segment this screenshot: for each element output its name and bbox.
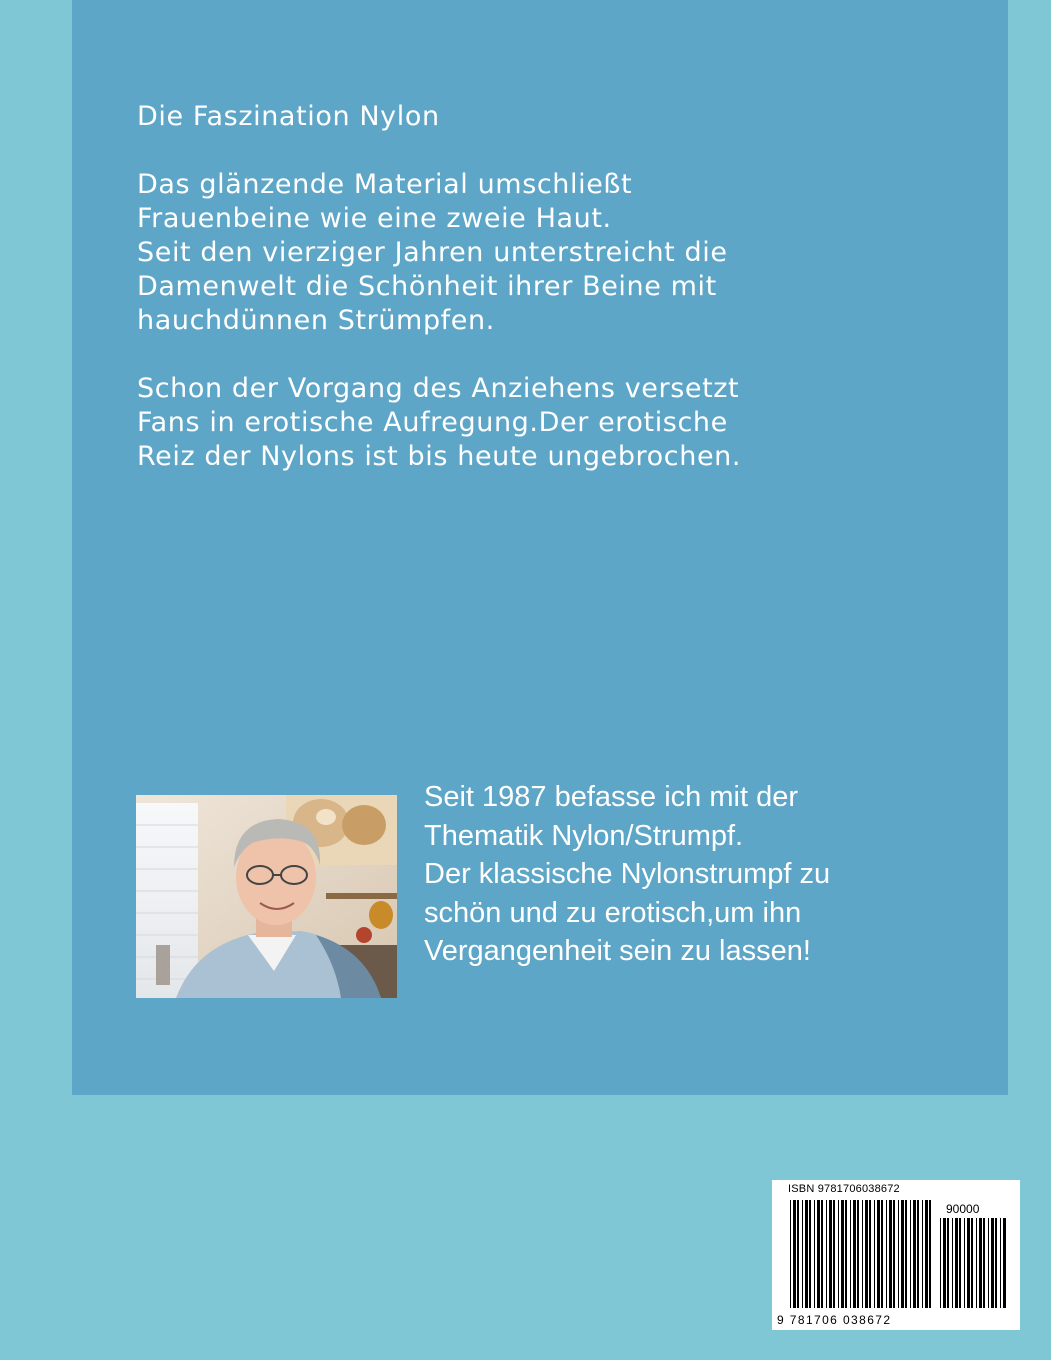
author-bio-line: Thematik Nylon/Strumpf. xyxy=(424,819,744,852)
blurb-line: Damenwelt die Schönheit ihrer Beine mit xyxy=(137,271,717,302)
blurb-line: Fans in erotische Aufregung.Der erotische xyxy=(137,407,728,438)
author-bio-line: Seit 1987 befasse ich mit der xyxy=(424,781,798,813)
author-bio-line: schön und zu erotisch,um ihn xyxy=(424,896,802,929)
book-title: Die Faszination Nylon xyxy=(137,101,440,132)
barcode-addon-digits: 90000 xyxy=(946,1202,980,1216)
author-bio xyxy=(424,778,984,971)
barcode-icon xyxy=(772,1180,1020,1330)
blurb-line: Reiz der Nylons ist bis heute ungebrochen. xyxy=(137,441,742,472)
blurb-line: Frauenbeine wie eine zweie Haut. xyxy=(137,203,612,234)
author-photo xyxy=(136,795,397,998)
author-bio-line: Der klassische Nylonstrumpf zu xyxy=(424,858,831,890)
author-bio-line: Vergangenheit sein zu lassen! xyxy=(424,935,811,967)
blurb-line: Schon der Vorgang des Anziehens versetzt xyxy=(137,373,740,404)
blurb-line: Seit den vierziger Jahren unterstreicht die xyxy=(137,237,728,268)
blurb-line: hauchdünnen Strümpfen. xyxy=(137,305,495,336)
barcode-area xyxy=(772,1180,1020,1330)
isbn-label: ISBN 9781706038672 xyxy=(788,1183,900,1195)
barcode-digits: 9 781706 038672 xyxy=(777,1313,892,1327)
blurb-text xyxy=(137,100,937,474)
blurb-line: Das glänzende Material umschließt xyxy=(137,169,633,200)
